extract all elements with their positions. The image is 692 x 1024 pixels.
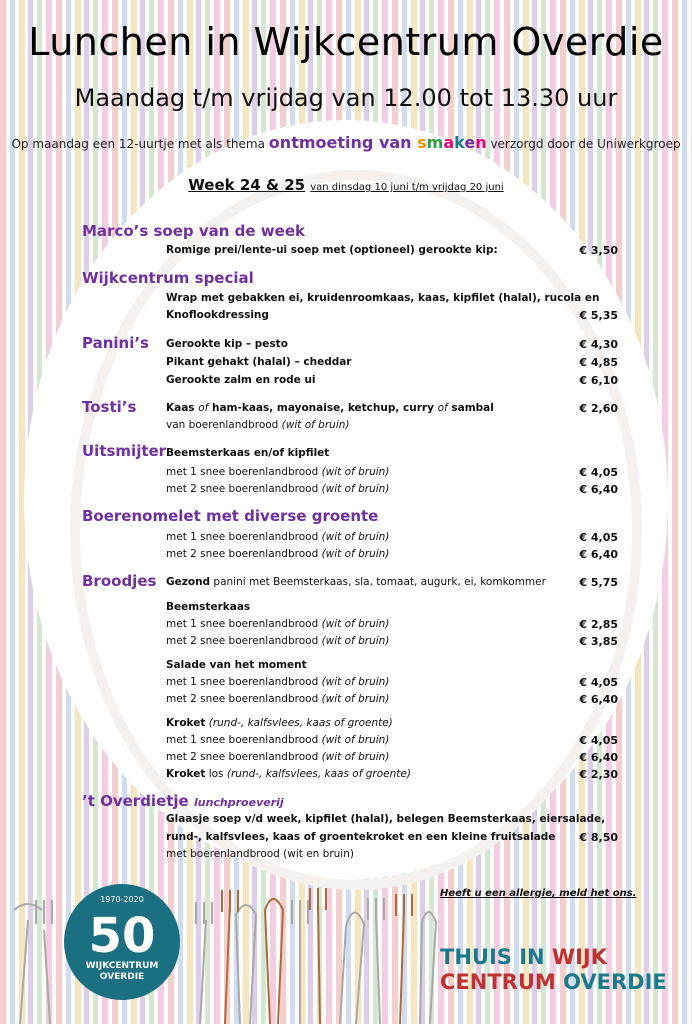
broodjes-option: met 2 snee boerenlandbrood (wit of bruin) [166,693,390,705]
category-uitsmijter: Uitsmijter [82,442,167,460]
logo-line-1: WIJKCENTRUM [85,961,159,971]
uitsmijter-desc: Beemsterkaas en/of kipfilet [166,447,330,459]
uitsmijter-price: € 4,05 [579,466,618,479]
broodjes-price: € 3,85 [579,635,618,648]
anniversary-logo [62,882,182,1002]
special-price: € 5,35 [579,309,618,322]
broodjes-kroket-los: Kroket los (rund-, kalfsvlees, kaas of groente) [166,768,411,780]
broodjes-kroket-los-price: € 2,30 [579,768,618,781]
panini-price: € 4,85 [579,356,618,369]
category-omelet: Boerenomelet met diverse groente [82,507,379,525]
omelet-price: € 6,40 [579,548,618,561]
broodjes-beemster: Beemsterkaas [166,601,251,613]
soep-price: € 3,50 [579,244,618,257]
category-tosti: Tosti’s [82,398,137,416]
intro-after: verzorgd door de Uniwerkgroep [490,137,681,151]
week-dates: van dinsdag 10 juni t/m vrijdag 20 juni [310,182,504,193]
week-label: Week 24 & 25 [188,176,306,194]
soep-desc: Romige prei/lente-ui soep met (optioneel) gerookte kip: [166,244,498,256]
allergy-note: Heeft u een allergie, meld het ons. [440,888,637,899]
overdietje-desc-2: rund-, kalfsvlees, kaas of groentekroket en een kleine fruitsalade [166,831,556,843]
broodjes-option: met 1 snee boerenlandbrood (wit of bruin) [166,676,390,688]
panini-item: Pikant gehakt (halal) – cheddar [166,356,352,368]
logo-number: 50 [88,908,156,964]
brand-logo-text: THUIS IN WIJK CENTRUM OVERDIE [440,945,667,994]
broodjes-price: € 4,05 [579,676,618,689]
broodjes-gezond-price: € 5,75 [579,576,618,589]
page-title: Lunchen in Wijkcentrum Overdie [28,20,664,64]
tosti-bread: van boerenlandbrood (wit of bruin) [166,419,350,431]
tosti-price: € 2,60 [579,402,618,415]
logo-line-2: OVERDIE [99,972,145,982]
special-desc-2: Knoflookdressing [166,309,269,321]
panini-price: € 6,10 [579,374,618,387]
category-overdietje: ’t Overdietje lunchproeverij [82,792,284,810]
omelet-option: met 2 snee boerenlandbrood (wit of bruin) [166,548,390,560]
overdietje-desc-3: met boerenlandbrood (wit en bruin) [166,848,354,860]
intro-before: Op maandag een 12-uurtje met als thema [11,137,265,151]
logo-years: 1970-2020 [100,895,144,904]
broodjes-price: € 6,40 [579,693,618,706]
week-line [0,175,692,194]
tosti-desc: Kaas of ham-kaas, mayonaise, ketchup, curry of sambal [166,402,494,414]
panini-price: € 4,30 [579,338,618,351]
omelet-price: € 4,05 [579,531,618,544]
panini-item: Gerookte zalm en rode ui [166,374,316,386]
broodjes-salade: Salade van het moment [166,659,307,671]
broodjes-option: met 2 snee boerenlandbrood (wit of bruin) [166,635,390,647]
broodjes-gezond: Gezond panini met Beemsterkaas, sla, tomaat, augurk, ei, komkommer [166,576,546,588]
overdietje-desc-1: Glaasje soep v/d week, kipfilet (halal), belegen Beemsterkaas, eiersalade, [166,813,606,825]
broodjes-price: € 6,40 [579,751,618,764]
category-special: Wijkcentrum special [82,269,254,287]
broodjes-price: € 4,05 [579,734,618,747]
intro-theme: ontmoeting van smaken [268,133,487,152]
special-desc-1: Wrap met gebakken ei, kruidenroomkaas, kaas, kipfilet (halal), rucola en [166,292,600,304]
uitsmijter-option: met 1 snee boerenlandbrood (wit of bruin) [166,466,390,478]
uitsmijter-option: met 2 snee boerenlandbrood (wit of bruin) [166,483,390,495]
broodjes-option: met 2 snee boerenlandbrood (wit of bruin) [166,751,390,763]
broodjes-option: met 1 snee boerenlandbrood (wit of bruin) [166,618,390,630]
broodjes-price: € 2,85 [579,618,618,631]
panini-item: Gerookte kip – pesto [166,338,288,350]
category-broodjes: Broodjes [82,572,157,590]
overdietje-price: € 8,50 [579,831,618,844]
uitsmijter-price: € 6,40 [579,483,618,496]
omelet-option: met 1 snee boerenlandbrood (wit of bruin) [166,531,390,543]
category-panini: Panini’s [82,334,149,352]
category-soep: Marco’s soep van de week [82,222,305,240]
intro-line [0,133,692,152]
broodjes-option: met 1 snee boerenlandbrood (wit of bruin) [166,734,390,746]
broodjes-kroket: Kroket (rund-, kalfsvlees, kaas of groente) [166,717,393,729]
opening-hours: Maandag t/m vrijdag van 12.00 tot 13.30 uur [74,84,618,112]
